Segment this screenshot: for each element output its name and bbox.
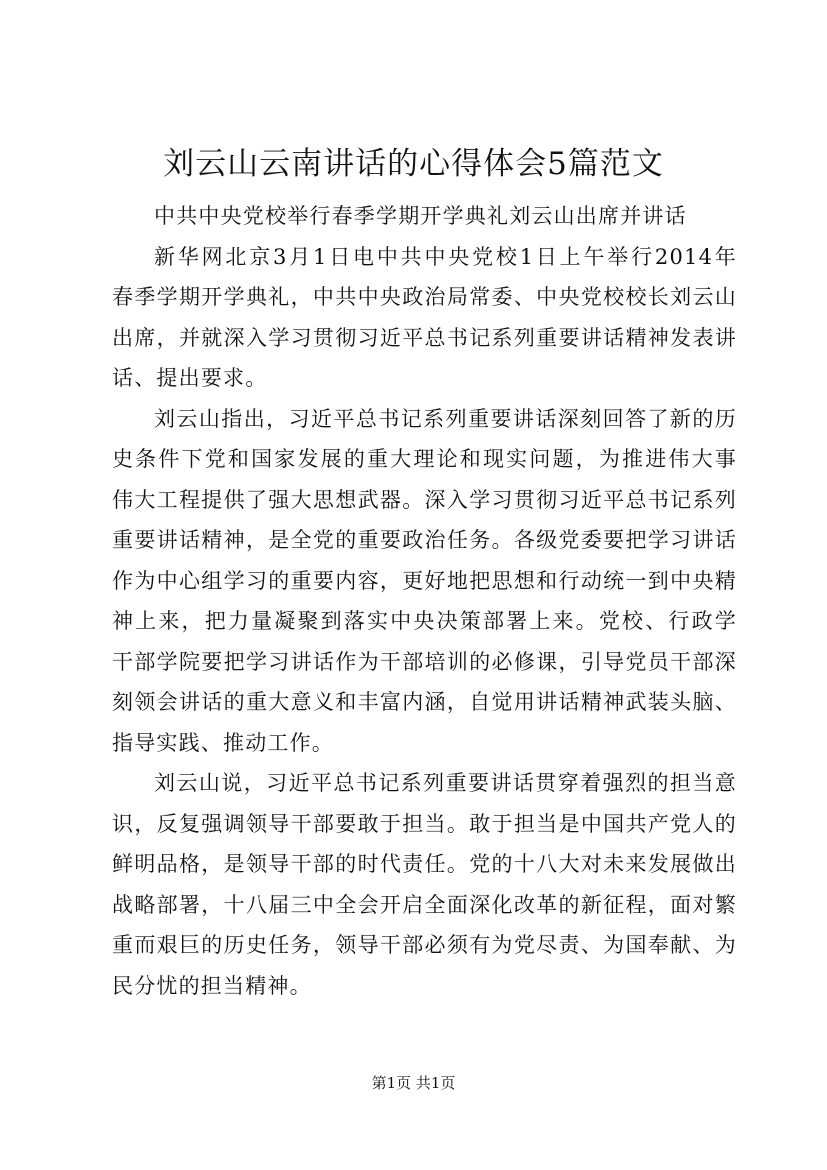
text-line: 重要讲话精神，是全党的重要政治任务。各级党委要把学习讲话 bbox=[112, 528, 737, 552]
text-line: 干部学院要把学习讲话作为干部培训的必修课，引导党员干部深 bbox=[112, 649, 737, 674]
paragraph-lines bbox=[112, 237, 737, 1007]
page-footer: 第1页 共1页 bbox=[371, 1074, 456, 1092]
document-subtitle: 中共中央党校举行春季学期开学典礼刘云山出席并讲话 bbox=[154, 204, 687, 228]
text-line: 民分忧的担当精神。 bbox=[112, 973, 312, 998]
text-line: 鲜明品格，是领导干部的时代责任。党的十八大对未来发展做出 bbox=[112, 852, 737, 876]
text-line: 史条件下党和国家发展的重大理论和现实问题，为推进伟大事 bbox=[112, 447, 737, 471]
text-line: 指导实践、推动工作。 bbox=[112, 730, 334, 755]
text-line: 刘云山说，习近平总书记系列重要讲话贯穿着强烈的担当意 bbox=[154, 771, 737, 795]
text-line: 刘云山指出，习近平总书记系列重要讲话深刻回答了新的历 bbox=[154, 406, 737, 431]
text-line: 作为中心组学习的重要内容，更好地把思想和行动统一到中央精 bbox=[112, 568, 737, 593]
text-line: 重而艰巨的历史任务，领导干部必须有为党尽责、为国奉献、为 bbox=[112, 933, 737, 957]
text-line: 春季学期开学典礼，中共中央政治局常委、中央党校校长刘云山 bbox=[112, 285, 737, 309]
document-title: 刘云山云南讲话的心得体会5篇范文 bbox=[163, 146, 664, 182]
text-line: 新华网北京3月1日电中共中央党校1日上午举行2014年 bbox=[154, 244, 737, 269]
text-line: 刻领会讲话的重大意义和丰富内涵，自觉用讲话精神武装头脑、 bbox=[112, 690, 737, 714]
text-line: 战略部署，十八届三中全会开启全面深化改革的新征程，面对繁 bbox=[112, 892, 737, 917]
text-line: 话、提出要求。 bbox=[112, 366, 268, 390]
text-line: 伟大工程提供了强大思想武器。深入学习贯彻习近平总书记系列 bbox=[112, 487, 737, 512]
text-line: 出席，并就深入学习贯彻习近平总书记系列重要讲话精神发表讲 bbox=[112, 325, 737, 350]
text-line: 神上来，把力量凝聚到落实中央决策部署上来。党校、行政学 bbox=[112, 609, 737, 633]
document-body bbox=[112, 196, 737, 1006]
text-line: 识，反复强调领导干部要敢于担当。敢于担当是中国共产党人的 bbox=[112, 811, 737, 836]
